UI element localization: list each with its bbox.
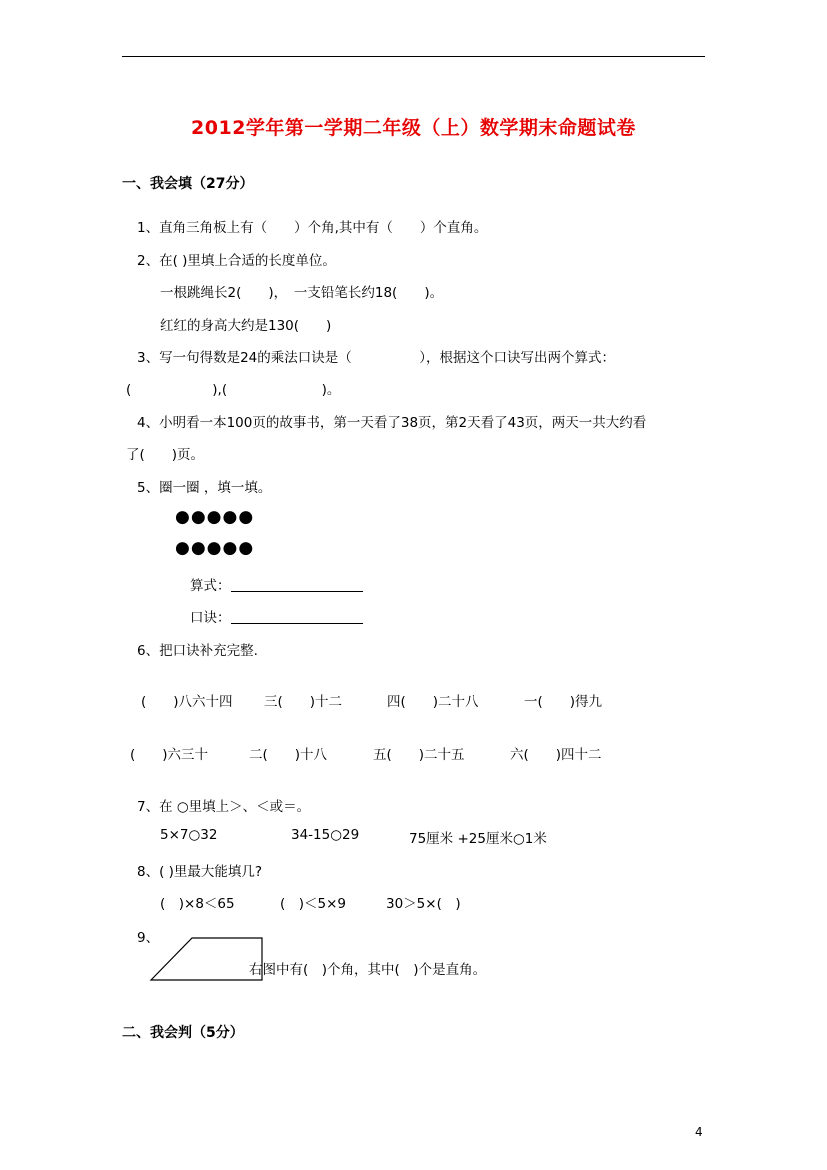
question-4-continued: 了( )页。: [126, 447, 205, 463]
section-1-heading: 一、我会填（27分）: [122, 176, 254, 192]
rhyme-label: 口诀：: [190, 610, 231, 626]
q7-item-2: 34-15○29: [291, 827, 360, 843]
rhyme-row: [190, 606, 363, 626]
q6-row1-item2: 三( )十二: [264, 694, 343, 710]
q6-row1-item1: ( )八六十四: [141, 694, 233, 710]
question-9-number: 9、: [137, 930, 160, 946]
question-1: 1、直角三角板上有（ ）个角,其中有（ ）个直角。: [137, 220, 488, 236]
q8-item-1: ( )×8＜65: [160, 896, 235, 912]
formula-row: [190, 574, 363, 594]
page-number: 4: [695, 1125, 703, 1139]
question-2: 2、在( )里填上合适的长度单位。: [137, 253, 336, 269]
q6-row2-item2: 二( )十八: [249, 747, 328, 763]
q6-row2-item3: 五( )二十五: [373, 747, 465, 763]
question-8: 8、( )里最大能填几?: [137, 864, 263, 880]
question-4: 4、小明看一本100页的故事书，第一天看了38页，第2天看了43页，两天一共大约看: [137, 415, 647, 431]
question-2-line-b: 红红的身高大约是130( ): [160, 318, 332, 334]
formula-label: 算式：: [190, 578, 231, 594]
q6-row1-item4: 一( )得九: [524, 694, 603, 710]
q8-item-2: ( )＜5×9: [280, 896, 347, 912]
dots-row-2: ●●●●●: [175, 538, 255, 558]
question-3-answer-line: ( ),( )。: [126, 382, 341, 398]
question-5: 5、圈一圈 ，填一填。: [137, 480, 272, 496]
q7-item-3: 75厘米 +25厘米○1米: [409, 831, 547, 847]
q7-item-1: 5×7○32: [160, 827, 218, 843]
q6-row1-item3: 四( )二十八: [387, 694, 479, 710]
formula-blank[interactable]: [231, 577, 363, 592]
q6-row2-item4: 六( )四十二: [510, 747, 602, 763]
question-3: 3、写一句得数是24的乘法口诀是（ ），根据这个口诀写出两个算式：: [137, 350, 616, 366]
question-7: 7、在 ○里填上＞、＜或＝。: [137, 799, 311, 815]
question-2-line-a: 一根跳绳长2( )， 一支铅笔长约18( )。: [160, 285, 444, 301]
question-6: 6、把口诀补充完整.: [137, 643, 258, 659]
q8-item-3: 30＞5×( ): [386, 896, 461, 912]
rhyme-blank[interactable]: [231, 609, 363, 624]
page-title: 2012学年第一学期二年级（上）数学期末命题试卷: [191, 117, 636, 139]
dots-row-1: ●●●●●: [175, 507, 255, 527]
section-2-heading: 二、我会判（5分）: [122, 1025, 244, 1041]
question-9-text: 右图中有( )个角，其中( )个是直角。: [249, 962, 487, 978]
q6-row2-item1: ( )六三十: [130, 747, 209, 763]
header-rule: [122, 56, 705, 57]
